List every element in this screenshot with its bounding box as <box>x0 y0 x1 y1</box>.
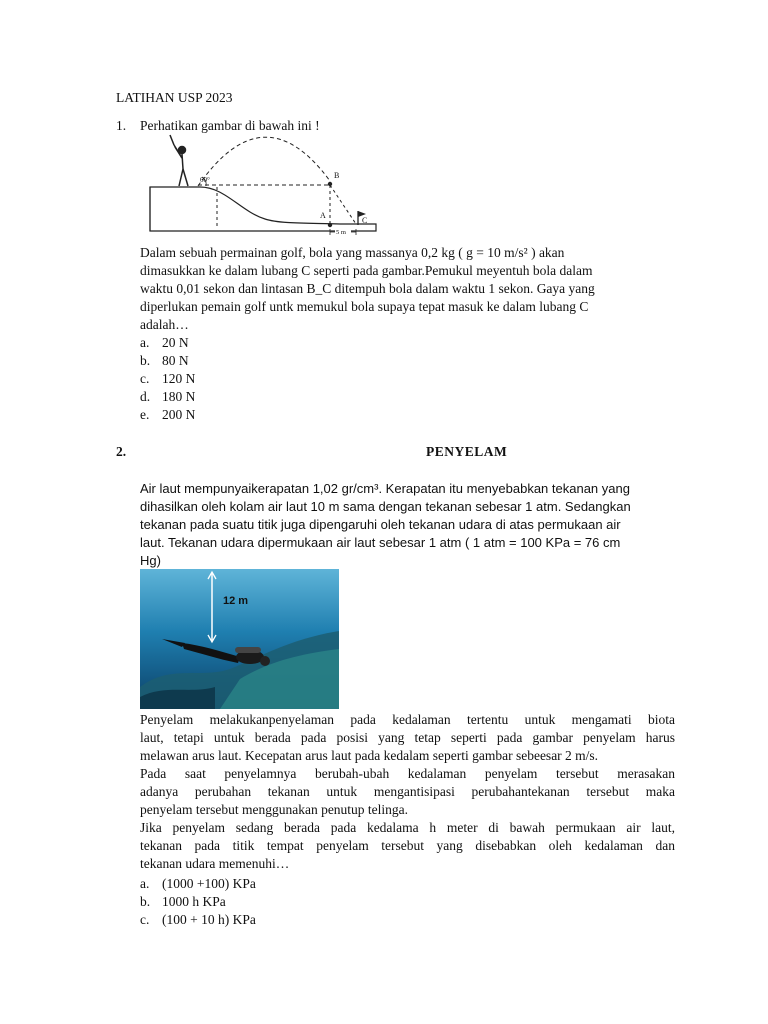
q2-body-line: adanya perubahan tekanan untuk mengantisipasi perubahantekanan tersebut maka <box>140 784 675 799</box>
distance-label: 5 m <box>336 229 346 235</box>
q2-body-line: Penyelam melakukanpenyelaman pada kedalaman tertentu untuk mengamati biota <box>140 712 675 727</box>
golf-ground <box>150 187 376 231</box>
q1-body-line: adalah… <box>140 317 189 332</box>
q2-intro-line: Hg) <box>140 553 161 568</box>
q1-body-line: waktu 0,01 sekon dan lintasan B_C ditempuh bola dalam waktu 1 sekon. Gaya yang <box>140 281 595 296</box>
q2-title: PENYELAM <box>426 444 508 459</box>
label-c: C <box>362 216 368 225</box>
q2-body <box>140 711 675 873</box>
q2-number: 2. <box>116 444 127 459</box>
q1-prompt: Perhatikan gambar di bawah ini ! <box>140 118 320 133</box>
q2-body-line: Pada saat penyelamnya berubah-ubah kedalaman penyelam tersebut merasakan <box>140 766 675 781</box>
q2-intro-line: laut. Tekanan udara dipermukaan air laut sebesar 1 atm ( 1 atm = 100 KPa = 76 cm <box>140 535 621 550</box>
q1-option-c: c. 120 N <box>140 371 196 386</box>
q2-option-a: a. (1000 +100) KPa <box>140 876 256 891</box>
label-b: B <box>334 171 340 180</box>
q2-body-line: laut, tetapi untuk berada pada posisi yang tetap seperti pada gambar penyelam harus <box>140 730 675 745</box>
q2-intro <box>140 480 675 570</box>
q2-option-c: c. (100 + 10 h) KPa <box>140 912 256 927</box>
golfer-icon <box>170 135 188 186</box>
point-a <box>328 223 332 227</box>
ball-trajectory <box>198 137 330 186</box>
q2-body-line: melawan arus laut. Kecepatan arus laut pada kedalam seperti gambar sebeesar 2 m/s. <box>140 748 599 763</box>
q2-intro-line: dihasilkan oleh kolam air laut 10 m sama dengan tekanan sebesar 1 atm. Sedangkan <box>140 499 631 514</box>
diver-photo <box>140 569 339 709</box>
q1-body-line: dimasukkan ke dalam lubang C seperti pada gambar.Pemukul meyentuh bola dalam <box>140 263 593 278</box>
q1-option-a: a. 20 N <box>140 335 189 350</box>
q1-body <box>140 244 675 334</box>
point-b <box>328 182 332 186</box>
q2-body-line: tekanan pada titik tempat penyelam tersebut yang disebabkan oleh kedalaman dan <box>140 838 675 853</box>
document-heading: LATIHAN USP 2023 <box>116 90 233 105</box>
q2-body-line: Jika penyelam sedang berada pada kedalama h meter di bawah permukaan air laut, <box>140 820 675 835</box>
q1-number: 1. <box>116 118 127 133</box>
q2-intro-line: tekanan pada suatu titik juga dipengaruhi oleh tekanan udara di atas permukaan air <box>140 517 621 532</box>
label-a: A <box>320 211 326 220</box>
depth-label: 12 m <box>223 595 249 607</box>
q2-body-line: tekanan udara memenuhi… <box>140 856 290 871</box>
golf-diagram <box>140 131 386 235</box>
angle-label: 60° <box>200 176 210 184</box>
q2-intro-line: Air laut mempunyaikerapatan 1,02 gr/cm³. Kerapatan itu menyebabkan tekanan yang <box>140 481 630 496</box>
q1-option-e: e. 200 N <box>140 407 196 422</box>
q1-option-d: d. 180 N <box>140 389 196 404</box>
q1-body-line: Dalam sebuah permainan golf, bola yang massanya 0,2 kg ( g = 10 m/s² ) akan <box>140 245 565 260</box>
q2-option-b: b. 1000 h KPa <box>140 894 226 909</box>
q2-body-line: penyelam tersebut menggunakan penutup telinga. <box>140 802 409 817</box>
q1-option-b: b. 80 N <box>140 353 189 368</box>
q1-body-line: diperlukan pemain golf untk memukul bola supaya tepat masuk ke dalam lubang C <box>140 299 589 314</box>
